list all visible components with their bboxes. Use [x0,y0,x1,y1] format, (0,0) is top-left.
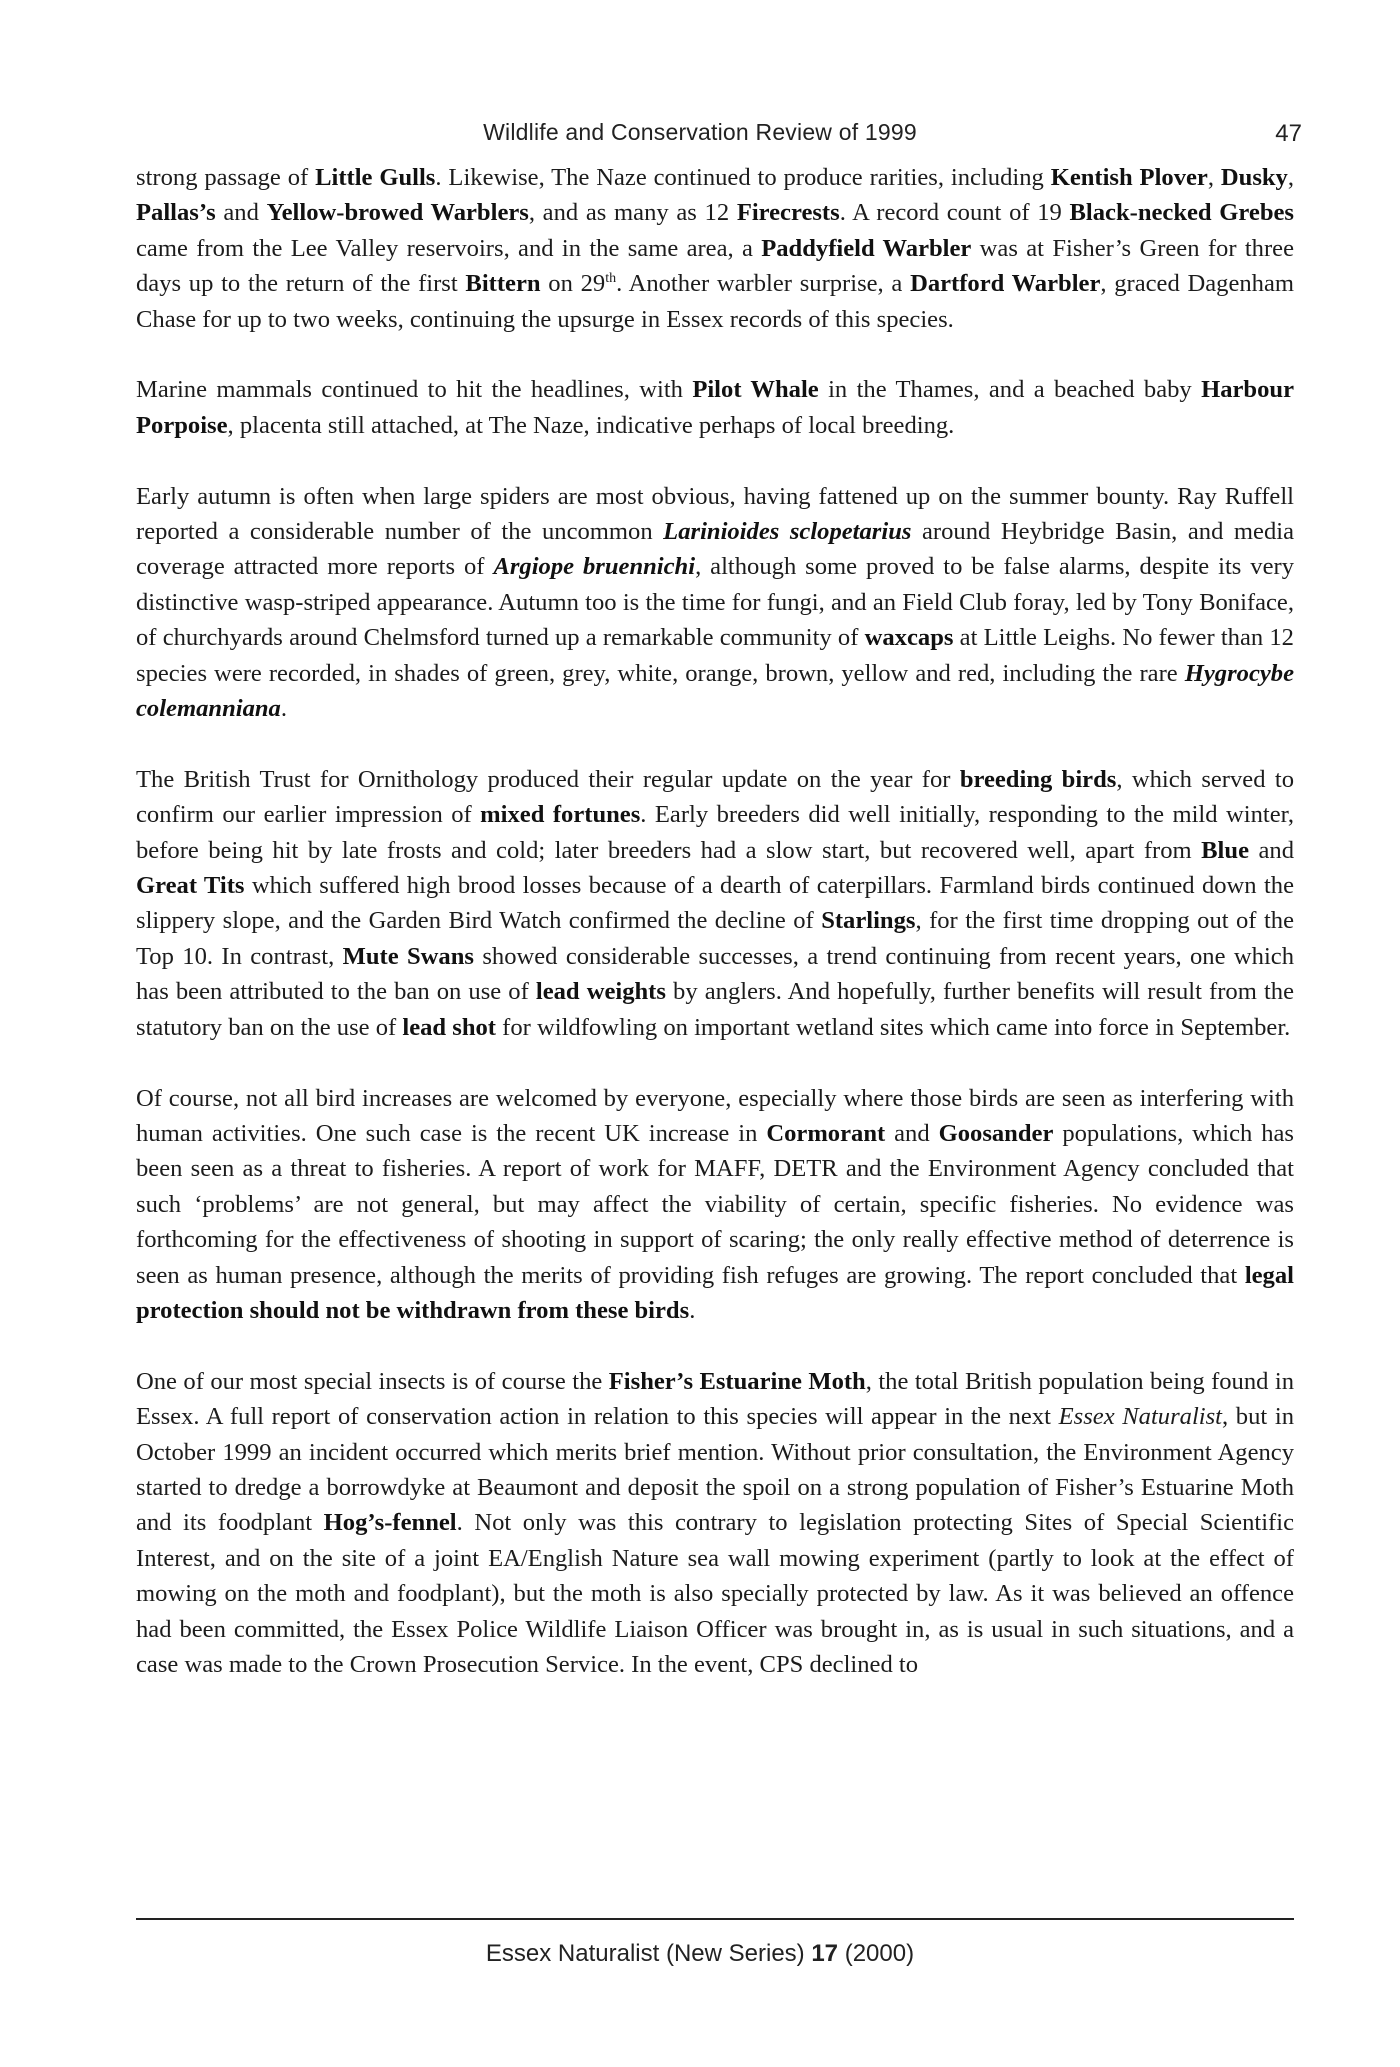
emphasis-text: Bittern [465,270,541,298]
text-run: and [215,199,267,227]
emphasis-text: Great Tits [136,872,245,900]
paragraph [136,762,1294,1045]
text-run: , for the first time dropping out of the Top 10. In contrast, [136,907,1294,970]
text-run: The British Trust for Ornithology produced their regular update on the year for [136,765,960,793]
article-body [136,160,1294,1682]
emphasis-text: Pilot Whale [692,376,819,404]
text-run: One of our most special insects is of course the [136,1367,609,1395]
paragraph [136,1364,1294,1683]
text-run: . Early breeders did well initially, responding to the mild winter, before being hit by late frosts and cold; later breeders had a slow start, but recovered well, apart from [136,801,1294,864]
footer-divider [136,1918,1294,1920]
text-run: . Not only was this contrary to legislation protecting Sites of Special Scientific Interest, and on the site of a joint EA/English Nature sea wall mowing experiment (partly to look at the effect of mowing on the moth and foodplant), but the moth is also specially protected by law. As it was believed an offence had been committed, the Essex Police Wildlife Liaison Officer was brought in, as is usual in such situations, and a case was made to the Crown Prosecution Service. In the event, CPS declined to [136,1509,1294,1678]
emphasis-text [493,553,695,580]
text-run: , graced Dagenham Chase for up to two weeks, continuing the upsurge in Essex records of this species. [136,270,1295,333]
emphasis-text: Hog’s-fennel [323,1509,457,1537]
emphasis-text: Cormorant [766,1119,886,1147]
text-run: , although some proved to be false alarms, despite its very distinctive wasp-striped appearance. Autumn too is the time for fungi, and an Field Club foray, led by Tony Boniface, of churchyards around Chelmsford turned up a remarkable community of [136,553,1295,652]
text-run: Marine mammals continued to hit the headlines, with [136,376,693,404]
text-run: came from the Lee Valley reservoirs, and in the same area, a [136,234,762,262]
text-run: and [1249,836,1294,864]
emphasis-text: Harbour Porpoise [136,376,1294,439]
emphasis-text: Goosander [938,1119,1054,1147]
journal-volume: 17 [811,1940,839,1967]
text-run: . Another warbler surprise, a [616,270,911,298]
text-run: . [280,695,288,723]
emphasis-text: waxcaps [864,624,954,652]
text-run: was at Fisher’s Green for three days up to the return of the first [136,234,1295,298]
text-run: populations, which has been seen as a threat to fisheries. A report of work for MAFF, DETR and the Environment Agency concluded that such ‘problems’ are not general, but may affect the viability of certain, specific fisheries. No evidence was forthcoming for the effectiveness of shooting in support of scaring; the only really effective method of deterrence is seen as human presence, although the merits of providing fish refuges are growing. The report concluded that [136,1119,1295,1289]
text-run: . A record count of 19 [839,199,1070,227]
emphasis-text: Dartford Warbler [910,270,1101,298]
journal-footer [0,1940,1400,1968]
text-run: , [1287,164,1295,191]
paragraph [136,372,1294,443]
text-run: by anglers. And hopefully, further benefits will result from the statutory ban on the use of [136,978,1294,1041]
text-run: , and as many as 12 [528,199,737,227]
text-run: Of course, not all bird increases are welcomed by everyone, especially where those birds are seen as interfering with human activities. One such case is the recent UK increase in [136,1084,1294,1147]
emphasis-text [663,518,911,545]
paragraph [136,479,1294,727]
text-run: , the total British population being found in Essex. A full report of conservation action in relation to this species will appear in the next [136,1367,1295,1431]
emphasis-text: Pallas’s [136,199,216,227]
text-run: which suffered high brood losses because of a dearth of caterpillars. Farmland birds continued down the slippery slope, and the Garden Bird Watch confirmed the decline of [136,872,1295,935]
species-name: Hygrocybe colemanniana [136,659,1294,723]
emphasis-text: lead shot [402,1013,496,1041]
paragraph [136,160,1294,337]
text-run: strong passage of [136,164,316,191]
running-header: Wildlife and Conservation Review of 1999 [483,119,917,145]
text-run: on 29 [540,270,606,298]
journal-year: (2000) [844,1940,915,1967]
text-run: and [885,1119,939,1147]
emphasis-text: Mute Swans [342,942,474,970]
emphasis-text: mixed fortunes [480,801,641,829]
text-run: , which served to confirm our earlier impression of [136,765,1294,829]
species-name: Argiope bruennichi [493,553,696,581]
emphasis-text: legal protection should not be withdrawn from these birds [136,1261,1294,1324]
species-name: Larinioides sclopetarius [663,518,912,546]
text-run: , placenta still attached, at The Naze, indicative perhaps of local breeding. [227,411,955,439]
text-run: Early autumn is often when large spiders are most obvious, having fattened up on the summer bounty. Ray Ruffell reported a considerable number of the uncommon [136,482,1294,546]
emphasis-text: lead weights [535,978,666,1006]
emphasis-text: Fisher’s Estuarine Moth [608,1367,866,1395]
text-run: for wildfowling on important wetland sites which came into force in September. [496,1013,1291,1041]
journal-name: Essex Naturalist (New Series) [485,1940,805,1967]
text-run: at Little Leighs. No fewer than 12 species were recorded, in shades of green, grey, white, orange, brown, yellow and red, including the rare [136,624,1294,687]
superscript-text: th [605,271,617,287]
emphasis-text: breeding birds [959,765,1117,793]
emphasis-text: Blue [1201,836,1249,864]
emphasis-text: Kentish Plover [1050,164,1208,191]
text-run: around Heybridge Basin, and media coverage attracted more reports of [136,518,1294,581]
emphasis-text: Dusky [1220,164,1288,191]
page-number: 47 [1275,120,1302,147]
emphasis-text: Little Gulls [315,164,436,191]
emphasis-text: Firecrests [736,199,840,227]
italic-text: Essex Naturalist [1058,1403,1223,1431]
paragraph [136,1081,1294,1329]
emphasis-text: Black-necked Grebes [1069,199,1294,227]
emphasis-text: Starlings [821,907,916,935]
text-run: . [689,1296,696,1324]
text-run: , [1207,164,1221,191]
text-run: showed considerable successes, a trend continuing from recent years, one which has been attributed to the ban on use of [136,942,1294,1006]
emphasis-text: Yellow-browed Warblers [266,199,529,227]
text-run: , but in October 1999 an incident occurred which merits brief mention. Without prior consultation, the Environment Agency started to dredge a borrowdyke at Beaumont and deposit the spoil on a strong population of Fisher’s Estuarine Moth and its foodplant [136,1403,1294,1537]
emphasis-text: Paddyfield Warbler [761,234,972,262]
text-run: . Likewise, The Naze continued to produce rarities, including [435,164,1051,191]
text-run: in the Thames, and a beached baby [818,376,1202,404]
